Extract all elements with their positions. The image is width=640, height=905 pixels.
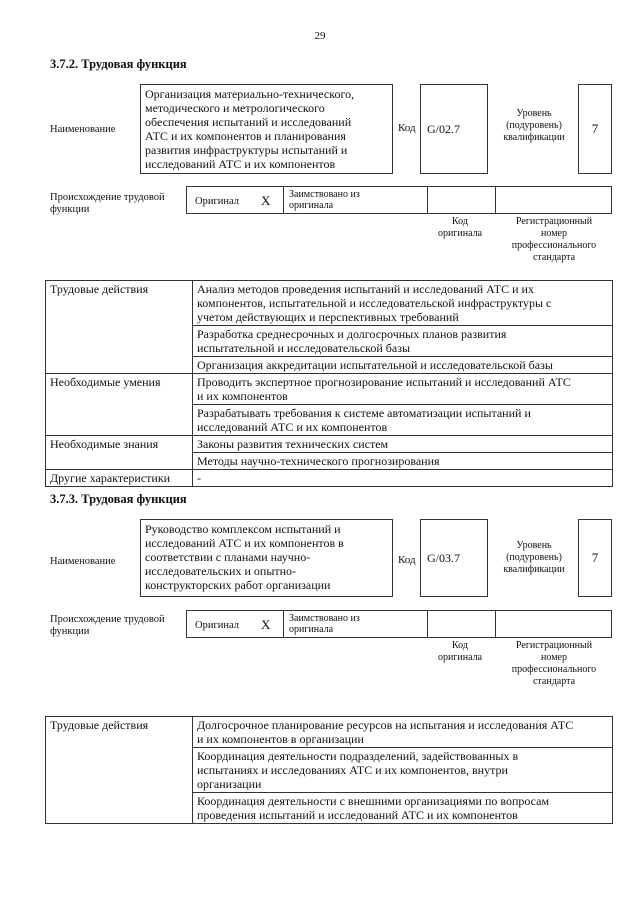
requirements-table	[45, 280, 613, 487]
table-cell: Методы научно-технического прогнозирования	[193, 453, 613, 470]
table-cell: Проводить экспертное прогнозирование испытаний и исследований АТС и их компонентов	[193, 374, 613, 405]
code-box	[420, 519, 488, 597]
level-label: Уровень (подуровень) квалификации	[503, 540, 565, 575]
row-header: Необходимые умения	[46, 374, 193, 436]
code-value: G/03.7	[427, 551, 460, 565]
row-header: Необходимые знания	[46, 436, 193, 470]
page-number: 29	[314, 30, 326, 42]
table-cell: Организация аккредитации испытательной и исследовательской базы	[193, 357, 613, 374]
section-title: 3.7.3. Трудовая функция	[50, 492, 187, 506]
original-mark: X	[261, 193, 271, 208]
original-mark: X	[261, 617, 271, 632]
original-label: Оригинал	[195, 620, 239, 631]
origin-row	[186, 610, 612, 638]
level-box	[578, 519, 612, 597]
code-original-label: Код оригинала	[437, 216, 483, 239]
reg-number-label: Регистрационный номер профессионального стандарта	[511, 216, 597, 263]
table-row	[46, 470, 613, 487]
table-row	[46, 436, 613, 453]
row-header: Трудовые действия	[46, 281, 193, 374]
name-label: Наименование	[50, 124, 116, 135]
borrowed-label: Заимствовано из оригинала	[289, 189, 360, 211]
name-line: конструкторских работ организации	[145, 578, 331, 592]
function-name	[140, 84, 393, 174]
name-line: обеспечения испытаний и исследований	[145, 115, 352, 129]
table-cell: Законы развития технических систем	[193, 436, 613, 453]
code-value: G/02.7	[427, 122, 460, 136]
table-cell: -	[193, 470, 613, 487]
name-line: исследований АТС и их компонентов	[145, 157, 336, 171]
row-header: Трудовые действия	[46, 717, 193, 824]
name-line: развития инфраструктуры испытаний и	[145, 143, 348, 157]
section-title: 3.7.2. Трудовая функция	[50, 57, 187, 71]
table-row	[46, 717, 613, 748]
level-value: 7	[591, 550, 599, 565]
reg-number-label: Регистрационный номер профессионального стандарта	[511, 640, 597, 687]
table-cell: Координация деятельности подразделений, задействованных в испытаниях и исследованиях АТС и их компонентов, внутри организации	[193, 748, 613, 793]
level-box	[578, 84, 612, 174]
function-name	[140, 519, 393, 597]
code-label: Код	[398, 122, 416, 134]
name-line: Руководство комплексом испытаний и	[145, 522, 341, 536]
level-value: 7	[591, 121, 599, 136]
code-box	[420, 84, 488, 174]
name-label: Наименование	[50, 556, 116, 567]
name-line: соответствии с планами научно-	[145, 550, 311, 564]
requirements-table	[45, 716, 613, 824]
original-label: Оригинал	[195, 196, 239, 207]
name-line: методического и метрологического	[145, 101, 325, 115]
table-cell: Координация деятельности с внешними организациями по вопросам проведения испытаний и исследований АТС и их компонентов	[193, 793, 613, 824]
origin-row	[186, 186, 612, 214]
table-cell: Долгосрочное планирование ресурсов на испытания и исследования АТС и их компонентов в организации	[193, 717, 613, 748]
level-label: Уровень (подуровень) квалификации	[503, 108, 565, 143]
origin-label: Происхождение трудовой функции	[50, 614, 165, 637]
table-cell: Разработка среднесрочных и долгосрочных планов развития испытательной и исследовательской базы	[193, 326, 613, 357]
name-line: исследований АТС и их компонентов в	[145, 536, 344, 550]
row-header: Другие характеристики	[46, 470, 193, 487]
table-cell: Разрабатывать требования к системе автоматизации испытаний и исследований АТС и их компонентов	[193, 405, 613, 436]
name-line: АТС и их компонентов и планирования	[145, 129, 346, 143]
origin-label: Происхождение трудовой функции	[50, 192, 165, 215]
name-line: исследовательских и опытно-	[145, 564, 297, 578]
borrowed-label: Заимствовано из оригинала	[289, 613, 360, 635]
code-original-label: Код оригинала	[437, 640, 483, 663]
table-cell: Анализ методов проведения испытаний и исследований АТС и их компонентов, испытательной и исследовательской инфраструктуры с учетом действующих и перспективных требований	[193, 281, 613, 326]
table-row	[46, 374, 613, 405]
table-row	[46, 281, 613, 326]
code-label: Код	[398, 554, 416, 566]
name-line: Организация материально-технического,	[145, 87, 355, 101]
